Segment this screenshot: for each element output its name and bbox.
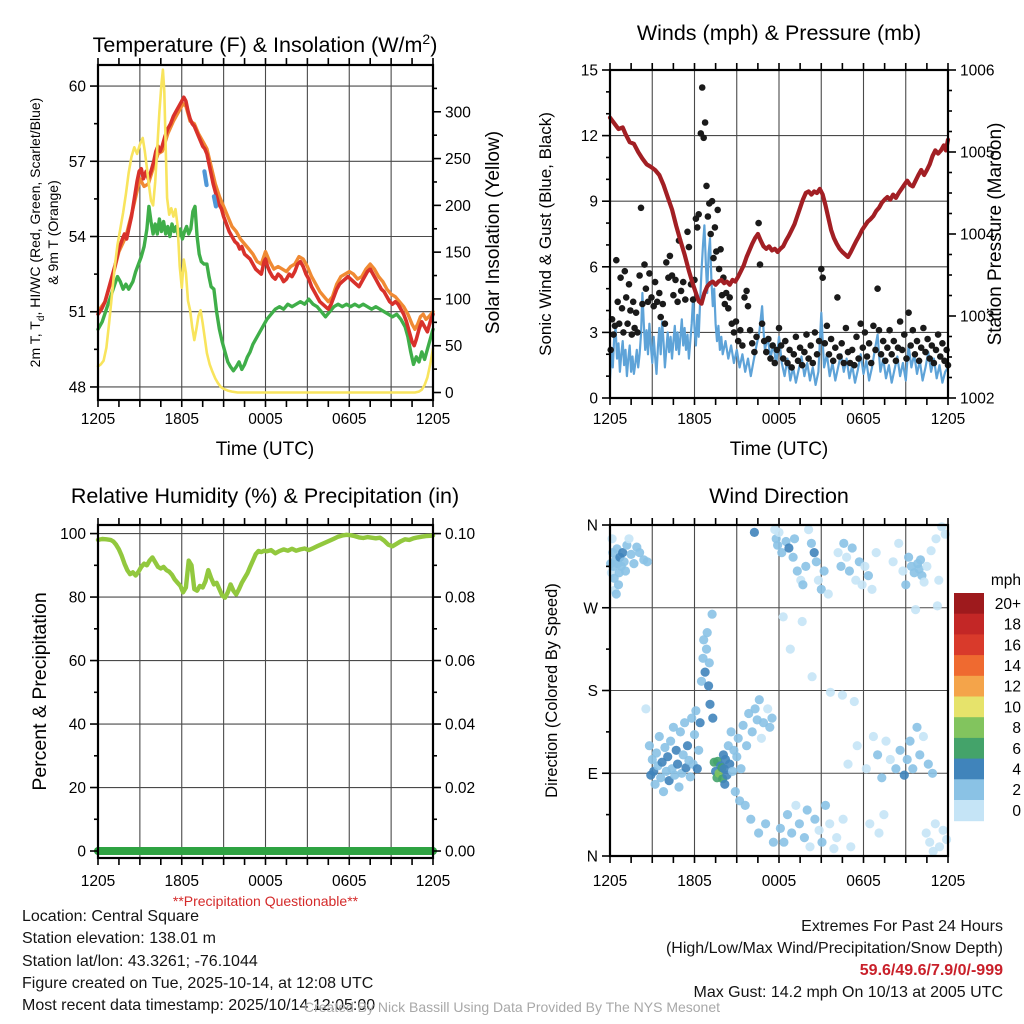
- colorbar-label: 8: [1012, 720, 1021, 738]
- y-tick-label: 60: [68, 653, 86, 671]
- precip-questionable-note: **Precipitation Questionable**: [172, 893, 359, 909]
- y-tick-label: 9: [589, 193, 598, 211]
- y-tick-label: 80: [68, 589, 86, 607]
- y-tick-label: 48: [68, 379, 86, 397]
- y-tick-label: S: [587, 683, 598, 700]
- colorbar-label: 20+: [994, 595, 1021, 613]
- speed-colorbar: [954, 572, 1021, 821]
- y-tick-label: 51: [68, 304, 86, 322]
- x-tick-label: 0005: [248, 411, 283, 428]
- x-tick-label: 1205: [592, 873, 628, 890]
- x-axis-label: Time (UTC): [215, 439, 315, 460]
- colorbar-title: mph: [990, 572, 1021, 589]
- y-axis-label: & 9m T (Orange): [45, 180, 61, 285]
- humidity-precip-chart: [29, 484, 476, 890]
- x-tick-label: 1205: [80, 873, 116, 890]
- temperature-insolation-chart: [27, 31, 504, 460]
- y-axis-label: Sonic Wind & Gust (Blue, Black): [536, 112, 555, 356]
- x-axis-label: Time (UTC): [729, 439, 829, 460]
- chart-title: Temperature (F) & Insolation $(W/m^2)$: [92, 31, 438, 57]
- y2-tick-label: 1002: [960, 390, 995, 408]
- colorbar-cell: [954, 697, 984, 718]
- colorbar-cell: [954, 614, 984, 635]
- colorbar-cell: [954, 759, 984, 780]
- y2-tick-label: 1004: [960, 226, 995, 244]
- max-gust: Max Gust: 14.2 mph On 10/13 at 2005 UTC: [693, 984, 1003, 1001]
- y-tick-label: N: [586, 517, 598, 535]
- colorbar-label: 4: [1012, 761, 1021, 779]
- y2-tick-label: 300: [445, 104, 471, 122]
- colorbar-cell: [954, 593, 984, 614]
- y2-tick-label: 1005: [960, 144, 995, 162]
- y-tick-label: 57: [68, 153, 86, 171]
- winds-pressure-chart: [536, 21, 1006, 460]
- x-tick-label: 1805: [164, 411, 199, 428]
- data-timestamp: Most recent data timestamp: 2025/10/14 12:05:00: [22, 997, 376, 1015]
- colorbar-label: 6: [1012, 740, 1021, 758]
- y2-tick-label: 0.08: [445, 589, 476, 607]
- x-tick-label: 1205: [80, 411, 116, 428]
- y2-tick-label: 0.04: [445, 716, 476, 734]
- colorbar-cell: [954, 717, 984, 738]
- x-tick-label: 0605: [846, 411, 881, 428]
- y-tick-label: 12: [580, 128, 598, 146]
- wind-direction-chart: [543, 484, 1021, 890]
- x-tick-label: 1205: [415, 411, 451, 428]
- y-tick-label: 100: [60, 526, 86, 544]
- y2-tick-label: 250: [445, 151, 471, 169]
- colorbar-cell: [954, 800, 984, 821]
- y-tick-label: 6: [589, 259, 598, 277]
- extremes-title: Extremes For Past 24 Hours: [801, 918, 1003, 935]
- station-location: Location: Central Square: [22, 908, 199, 925]
- x-tick-label: 0605: [846, 873, 881, 890]
- y-axis-label: Percent & Precipitation: [29, 592, 51, 791]
- colorbar-cell: [954, 676, 984, 697]
- x-tick-label: 1805: [164, 873, 199, 890]
- colorbar-cell: [954, 634, 984, 655]
- x-tick-label: 0605: [332, 411, 367, 428]
- y2-tick-label: 0: [445, 385, 454, 403]
- y2-tick-label: 0.00: [445, 843, 476, 861]
- y-tick-label: 40: [68, 716, 86, 734]
- y-tick-label: 0: [589, 390, 598, 408]
- colorbar-cell: [954, 655, 984, 676]
- colorbar-label: 16: [1003, 637, 1021, 655]
- colorbar-label: 10: [1003, 699, 1021, 717]
- y2-tick-label: 1003: [960, 308, 995, 326]
- y-tick-label: 20: [68, 780, 86, 798]
- colorbar-label: 0: [1012, 802, 1021, 820]
- y-tick-label: 0: [77, 843, 86, 861]
- colorbar-label: 18: [1003, 616, 1021, 634]
- wind-chill-dashes: [214, 196, 216, 206]
- y-tick-label: N: [586, 848, 598, 866]
- y2-tick-label: 0.02: [445, 780, 476, 798]
- extremes-block: [666, 916, 1003, 1004]
- x-tick-label: 1205: [930, 411, 966, 428]
- y-tick-label: 15: [580, 62, 598, 80]
- y-tick-label: 3: [589, 324, 598, 342]
- x-tick-label: 0005: [761, 411, 797, 428]
- x-tick-label: 1205: [415, 873, 451, 890]
- chart-title: Relative Humidity (%) & Precipitation (in): [70, 484, 460, 508]
- credit-line: Created By Nick Bassill Using Data Provided By The NYS Mesonet: [303, 999, 721, 1015]
- x-tick-label: 1205: [930, 873, 966, 890]
- y2-tick-label: 100: [445, 291, 471, 309]
- y2-tick-label: 200: [445, 197, 471, 215]
- extremes-subtitle: (High/Low/Max Wind/Precipitation/Snow Depth): [665, 940, 1003, 957]
- y2-tick-label: 50: [445, 338, 463, 356]
- y-tick-label: W: [583, 600, 598, 618]
- y2-axis-label: Solar Insolation (Yellow): [483, 130, 504, 335]
- x-tick-label: 0005: [761, 873, 797, 890]
- colorbar-label: 2: [1012, 782, 1021, 800]
- colorbar-label: 12: [1003, 678, 1021, 696]
- y-tick-label: 54: [68, 229, 86, 247]
- y2-tick-label: 1006: [960, 62, 995, 80]
- y-axis-label: Direction (Colored By Speed): [543, 583, 561, 798]
- x-tick-label: 1805: [677, 411, 712, 428]
- y2-tick-label: 0.10: [445, 526, 476, 544]
- y-tick-label: 60: [68, 78, 86, 96]
- extremes-values: 59.6/49.6/7.9/0/-999: [859, 962, 1003, 979]
- y2-tick-label: 0.06: [445, 653, 476, 671]
- chart-title: Wind Direction: [709, 484, 849, 508]
- y2-tick-label: 150: [445, 244, 471, 262]
- figure-created: Figure created on Tue, 2025-10-14, at 12:08 UTC: [22, 974, 374, 992]
- colorbar-label: 14: [1003, 657, 1021, 675]
- y2-axis-label: Station Pressure (Maroon): [985, 122, 1006, 346]
- x-tick-label: 0005: [248, 873, 283, 890]
- x-tick-label: 1205: [592, 411, 628, 428]
- x-tick-label: 1805: [677, 873, 712, 890]
- colorbar-cell: [954, 738, 984, 759]
- y-tick-label: E: [587, 765, 598, 783]
- x-tick-label: 0605: [332, 873, 367, 890]
- y-axis-label: 2m T, $T_d$, HI/WC (Red, Green, Scarlet/Blue): [27, 97, 47, 368]
- wind-chill-dashes: [204, 171, 206, 185]
- colorbar-cell: [954, 779, 984, 800]
- station-elevation: Station elevation: 138.01 m: [22, 930, 216, 948]
- station-latlon: Station lat/lon: 43.3261; -76.1044: [22, 952, 258, 970]
- chart-title: Winds (mph) & Pressure (mb): [636, 21, 922, 45]
